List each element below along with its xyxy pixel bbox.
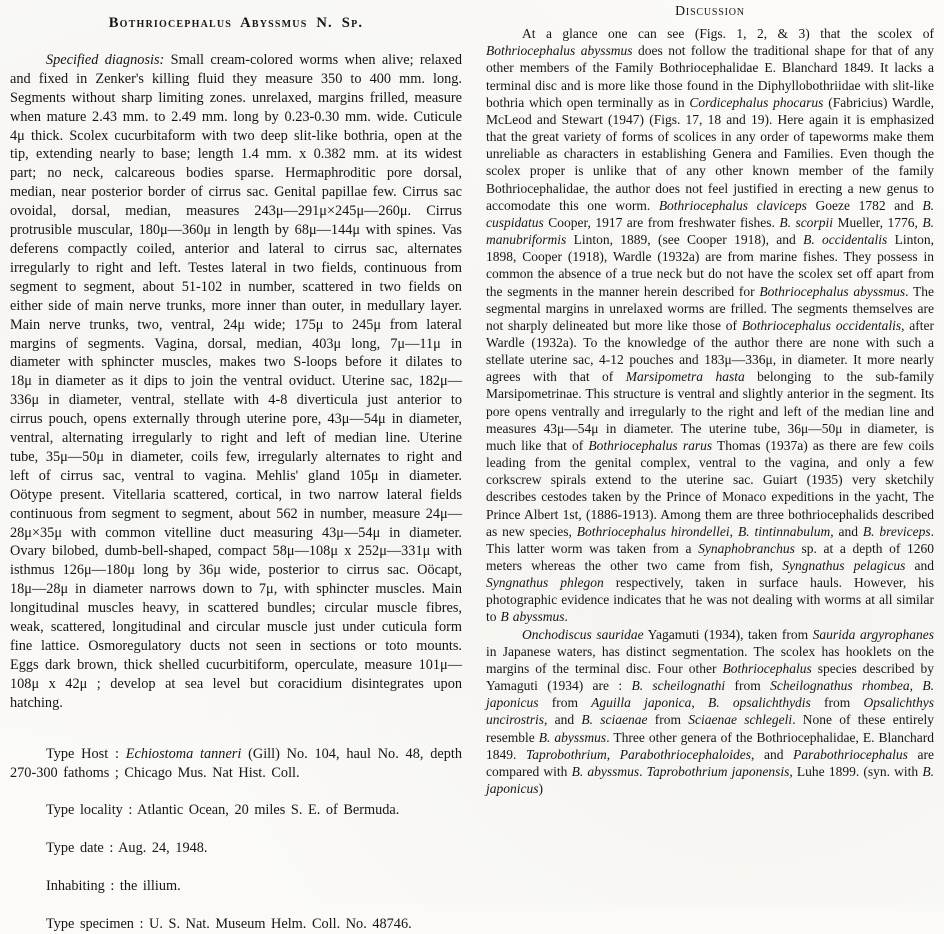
species-title: Bothriocephalus Abyssmus N. Sp.: [108, 15, 364, 31]
right-column: [486, 3, 935, 905]
discussion-paragraph-2: Onchodiscus sauridae Yagamuti (1934), taken from Saurida argyrophanes in Japanese waters, has distinct segmentation. The scolex has hooklets on the margins of the terminal disc. Four other Bothriocephalus species described by Yamaguti (1934) are : B. scheilognathi from Scheilognathus rhombea, B. japonicus from Aguilla japonica, B. opsalichthydis from Opsalichthys uncirostris, and B. sciaenae from Sciaenae schlegeli. None of these entirely resemble B. abyssmus. Three other genera of the Bothriocephalidae, E. Blanchard 1849. Taprobothrium, Parabothriocephaloides, and Parabothriocephalus are compared with B. abyssmus. Taprobothrium japonensis, Luhe 1899. (syn. with B. japonicus): [486, 626, 935, 797]
inhabiting-entry: Inhabiting : the illium.: [46, 878, 181, 895]
specified-diagnosis-paragraph: Specified diagnosis: Small cream-colored worms when alive; relaxed and fixed in Zenker's killing fluid they measure 350 to 400 mm. long. Segments without sharp limiting zones. unrelaxed, margins frilled, measure when mature 2.43 mm. to 2.49 mm. long by 0.23-0.30 mm. wide. Cuticule 4μ thick. Scolex cucurbitaform with two deep slit-like bothria, open at the tip, extending nearly to base; length 1.4 mm. x 0.382 mm. at its widest part; no neck, calcareous bodies sparse. Hermaphroditic pore dorsal, median, near posterior border of cirrus sac. Genital papillae few. Cirrus sac ovoidal, dorsal, median, measures 243μ—291μ×245μ—260μ. Cirrus protrusible muscular, 180μ—360μ in length by 68μ—144μ with spines. Vas deferens compactly coiled, anterior and lateral to cirrus sac, alternates irregularly to right and left. Testes lateral in two fields, continuous from segment to segment, about 51-102 in number, scattered in two fields on either side of main nerve trunks, more inner than outer, in medullary layer. Main nerve trunks, two, ventral, 24μ wide; 175μ to 245μ from lateral margins of segments. Vagina, dorsal, median, 403μ long, 7μ—11μ in diameter with sphincter muscles, makes two S-loops before it dilates to 18μ in diameter as it dips to join the ventral oviduct. Uterine sac, 182μ—336μ in diameter, ventral, stellate with 4-8 diverticula just anterior to cirrus pouch, opens externally through uterine pore, 43μ—54μ in diameter, ventral, alternating irregularly to right and left of median line. Uterine tube, 35μ—50μ in diameter, coils few, irregularly alternates to right and left of cirrus sac, ventral to vagina. Mehlis' gland 105μ in diameter. Oötype present. Vitellaria scattered, cortical, in two narrow lateral fields continuous from segment to segment, about 562 in number, measure 24μ—28μ×35μ with common vitelline duct measuring 43μ—54μ in diameter. Ovary bilobed, dumb-bell-shaped, compact 58μ—108μ x 252μ—331μ with isthmus 126μ—180μ long by 36μ wide, posterior to cirrus sac. Oöcapt, 18μ—28μ in diameter narrows down to 7μ, with sphincter muscles. Main longitudinal muscles heavy, in scattered bundles; circular muscle fibres, weak, scattered, longitudinal and circular muscle just under cuticula form fine lattice. Osmoregulatory ducts not seen in sections or toto mounts. Eggs dark brown, thick shelled cucurbitiform, operculate, measure 101μ—108μ x 42μ ; develop at sea level but coracidium disintegrates upon hatching.: [10, 51, 462, 711]
left-column: [10, 6, 462, 933]
type-locality-entry: Type locality : Atlantic Ocean, 20 miles S. E. of Bermuda.: [46, 802, 400, 819]
type-date-entry: Type date : Aug. 24, 1948.: [46, 840, 208, 857]
type-host-entry: Type Host : Echiostoma tanneri (Gill) No. 104, haul No. 48, depth 270-300 fathoms ; Chicago Mus. Nat Hist. Coll.: [10, 745, 462, 781]
discussion-heading: Discussion: [675, 3, 745, 18]
discussion-paragraph-1: At a glance one can see (Figs. 1, 2, & 3) that the scolex of Bothriocephalus abyssmus does not follow the traditional shape for that of any other members of the Family Bothriocephalidae E. Blanchard 1849. It lacks a terminal disc and is more like those found in the Diphyllobothriidae with slit-like bothria which open terminally as in Cordicephalus phocarus (Fabricius) Wardle, McLeod and Stewart (1947) (Figs. 17, 18 and 19). Here again it is emphasized that the great variety of forms of scolices in any order of tapeworms make them unreliable as characters in establishing Genera and Families. Even though the scolex proper is unlike that of any other known member of the family Bothriocephalidae, the author does not feel justified in erecting a new genus to accomodate this one worm. Bothriocephalus claviceps Goeze 1782 and B. cuspidatus Cooper, 1917 are from freshwater fishes. B. scorpii Mueller, 1776, B. manubriformis Linton, 1889, (see Cooper 1918), and B. occidentalis Linton, 1898, Cooper (1918), Wardle (1932a) are from marine fishes. They possess in common the absence of a true neck but do not have the scolex set off apart from the segments in the manner herein described for Bothriocephalus abyssmus. The segmental margins in unrelaxed worms are frilled. The segments themselves are not sharply delineated but more like those of Bothriocephalus occidentalis, after Wardle (1932a). To the knowledge of the author there are none with such a stellate uterine sac, 4-12 pouches and 183μ—336μ, in diameter. It more nearly agrees with that of Marsipometra hasta belonging to the sub-family Marsipometrinae. This structure is ventral and slightly anterior in the segment. Its pore opens ventrally and irregularly to the right and left of the median line and measures 43μ—54μ in diameter. The uterine tube, 36μ—50μ in diameter, is much like that of Bothriocephalus rarus Thomas (1937a) as there are few coils leading from the genital complex, ventral to the vagina, and only a few corkscrew spirals extend to the uterine sac. Guiart (1935) very sketchily describes cestodes taken by the Prince of Monaco expeditions in the yacht, The Prince Albert 1st, (1886-1913). Among them are three bothriocephalids described as new species, Bothriocephalus hirondellei, B. tintinnabulum, and B. breviceps. This latter worm was taken from a Synaphobranchus sp. at a depth of 1260 meters whereas the other two came from fish, Syngnathus pelagicus and Syngnathus phlegon respectively, taken in surface hauls. However, his photographic evidence indicates that he was not dealing with worms at all similar to B abyssmus.: [486, 26, 935, 625]
type-specimen-entry: Type specimen : U. S. Nat. Museum Helm. Coll. No. 48746.: [46, 916, 412, 933]
